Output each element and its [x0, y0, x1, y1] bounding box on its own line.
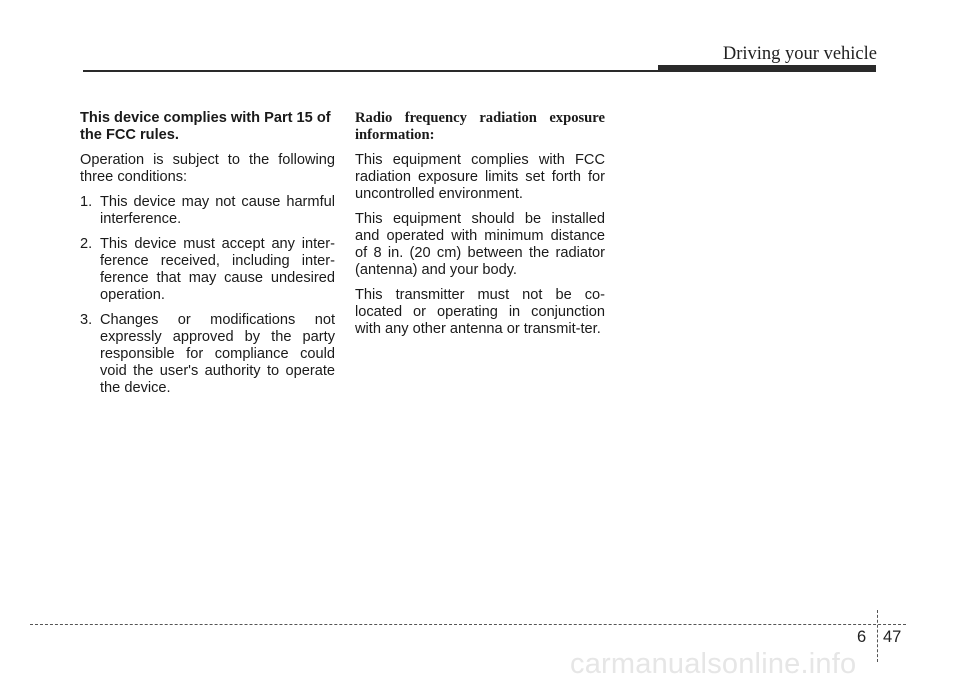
fcc-heading: This device complies with Part 15 of the FCC rules.	[80, 110, 331, 143]
conditions-list	[80, 194, 335, 397]
list-item	[80, 236, 335, 304]
footer-divider	[877, 610, 878, 662]
conditions-intro: Operation is subject to the following three conditions:	[80, 152, 335, 185]
list-item	[80, 194, 335, 228]
paragraph: This transmitter must not be co-located or operating in conjunction with any other antenna or transmit-ter.	[355, 287, 605, 337]
chapter-number: 6	[857, 628, 867, 646]
watermark: carmanualsonline.info	[570, 648, 857, 680]
page-number: 47	[883, 628, 902, 646]
header-rule-accent	[658, 65, 876, 72]
list-item-number: 1.	[80, 194, 93, 210]
section-title: Driving your vehicle	[722, 44, 877, 64]
list-item-text: This device may not cause harmful interference.	[100, 194, 335, 227]
right-column	[355, 110, 605, 346]
list-item-text: This device must accept any inter-ference received, including inter-ference that may cause undesired operation.	[100, 236, 335, 303]
paragraph: This equipment should be installed and operated with minimum distance of 8 in. (20 cm) between the radiator (antenna) and your body.	[355, 211, 605, 278]
list-item	[80, 312, 335, 397]
list-item-number: 3.	[80, 312, 93, 328]
rf-exposure-heading: Radio frequency radiation exposure information:	[355, 110, 605, 143]
list-item-text: Changes or modifications not expressly approved by the party responsible for compliance could void the user's authority to operate the device.	[100, 312, 335, 396]
paragraph: This equipment complies with FCC radiation exposure limits set forth for uncontrolled environment.	[355, 152, 605, 202]
header-rule	[83, 70, 658, 72]
list-item-number: 2.	[80, 236, 93, 252]
left-column	[80, 110, 335, 405]
footer-rule	[30, 624, 906, 625]
